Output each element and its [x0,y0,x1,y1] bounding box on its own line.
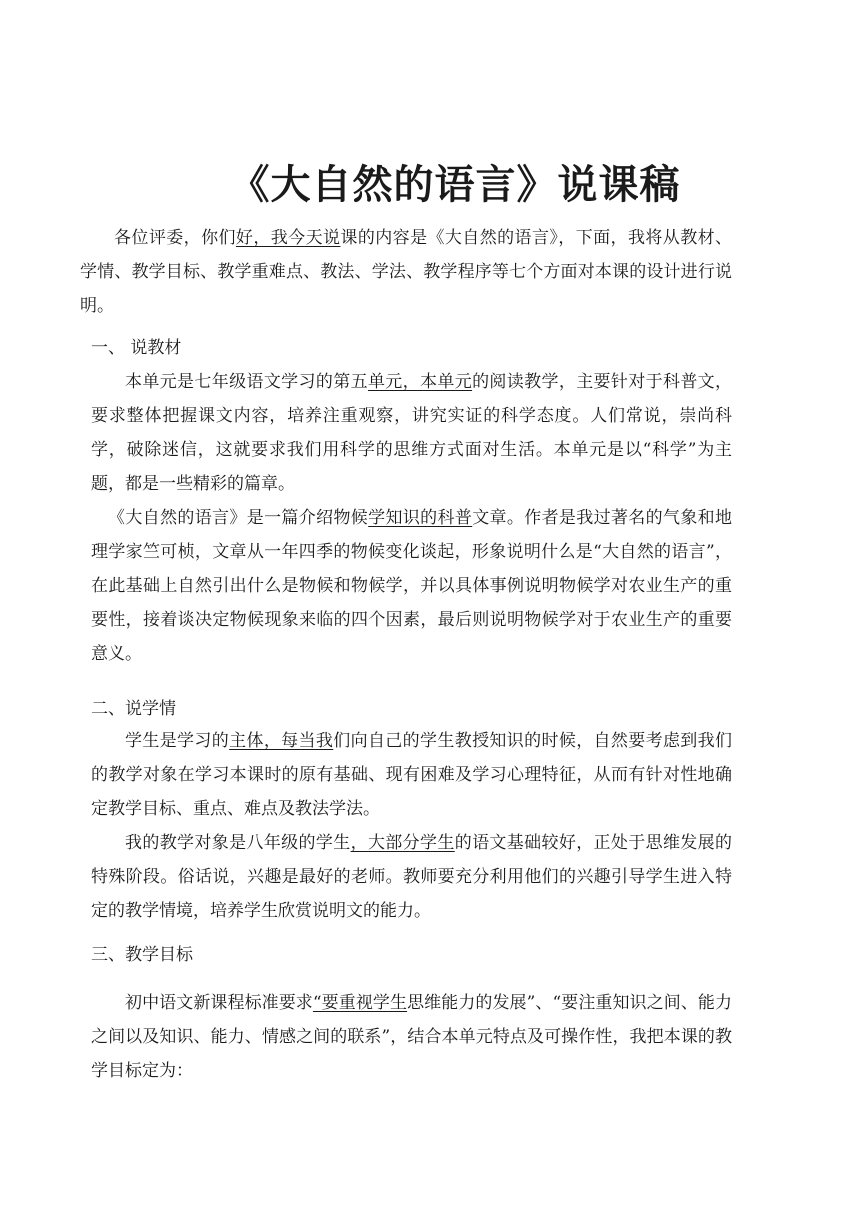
underlined-text: ，大部分学生 [350,833,455,853]
objectives-paragraph-1: 初中语文新课程标准要求“要重视学生思维能力的发展”、“要注重知识之间、能力之间以及知识、能力、情感之间的联系”，结合本单元特点及可操作性，我把本课的教学目标定为： [91,993,732,1081]
intro-paragraph: 各位评委，你们好，我今天说课的内容是《大自然的语言》，下面，我将从教材、学情、教学目标、教学重难点、教法、学法、教学程序等七个方面对本课的设计进行说明。 [80,228,733,316]
underlined-text: 好，我今天说 [235,228,341,248]
section-heading-students: 二、说学情 [91,699,176,719]
section-heading-objectives: 三、教学目标 [91,945,193,965]
underlined-text: 主体，每当我 [229,731,334,751]
document-title: 《大自然的语言》说课稿 [229,160,681,208]
students-paragraph-2: 我的教学对象是八年级的学生，大部分学生的语文基础较好，正处于思维发展的特殊阶段。俗话说，兴趣是最好的老师。教师要充分利用他们的兴趣引导学生进入特定的教学情境，培养学生欣赏说明文的能力。 [91,833,733,921]
underlined-text: “要重视学生 [312,993,408,1013]
section-heading-textbook: 一、 说教材 [91,338,182,358]
underlined-text: 学知识的科普 [368,508,473,528]
textbook-paragraph-2: 《大自然的语言》是一篇介绍物候学知识的科普文章。作者是我过著名的气象和地理学家竺可桢，文章从一年四季的物候变化谈起，形象说明什么是“大自然的语言”，在此基础上自然引出什么是物候和物候学，并以具体事例说明物候学对农业生产的重要性，接着谈决定物候现象来临的四个因素，最后则说明物候学对于农业生产的重要意义。 [91,508,733,664]
textbook-paragraph-1: 本单元是七年级语文学习的第五单元，本单元的阅读教学，主要针对于科普文，要求整体把握课文内容，培养注重观察，讲究实证的科学态度。人们常说，崇尚科学，破除迷信，这就要求我们用科学的思维方式面对生活。本单元是以“科学”为主题，都是一些精彩的篇章。 [91,372,733,494]
underlined-text: 单元，本单元 [367,372,473,392]
students-paragraph-1: 学生是学习的主体，每当我们向自己的学生教授知识的时候，自然要考虑到我们的教学对象在学习本课时的原有基础、现有困难及学习心理特征，从而有针对性地确定教学目标、重点、难点及教法学法。 [91,731,733,819]
